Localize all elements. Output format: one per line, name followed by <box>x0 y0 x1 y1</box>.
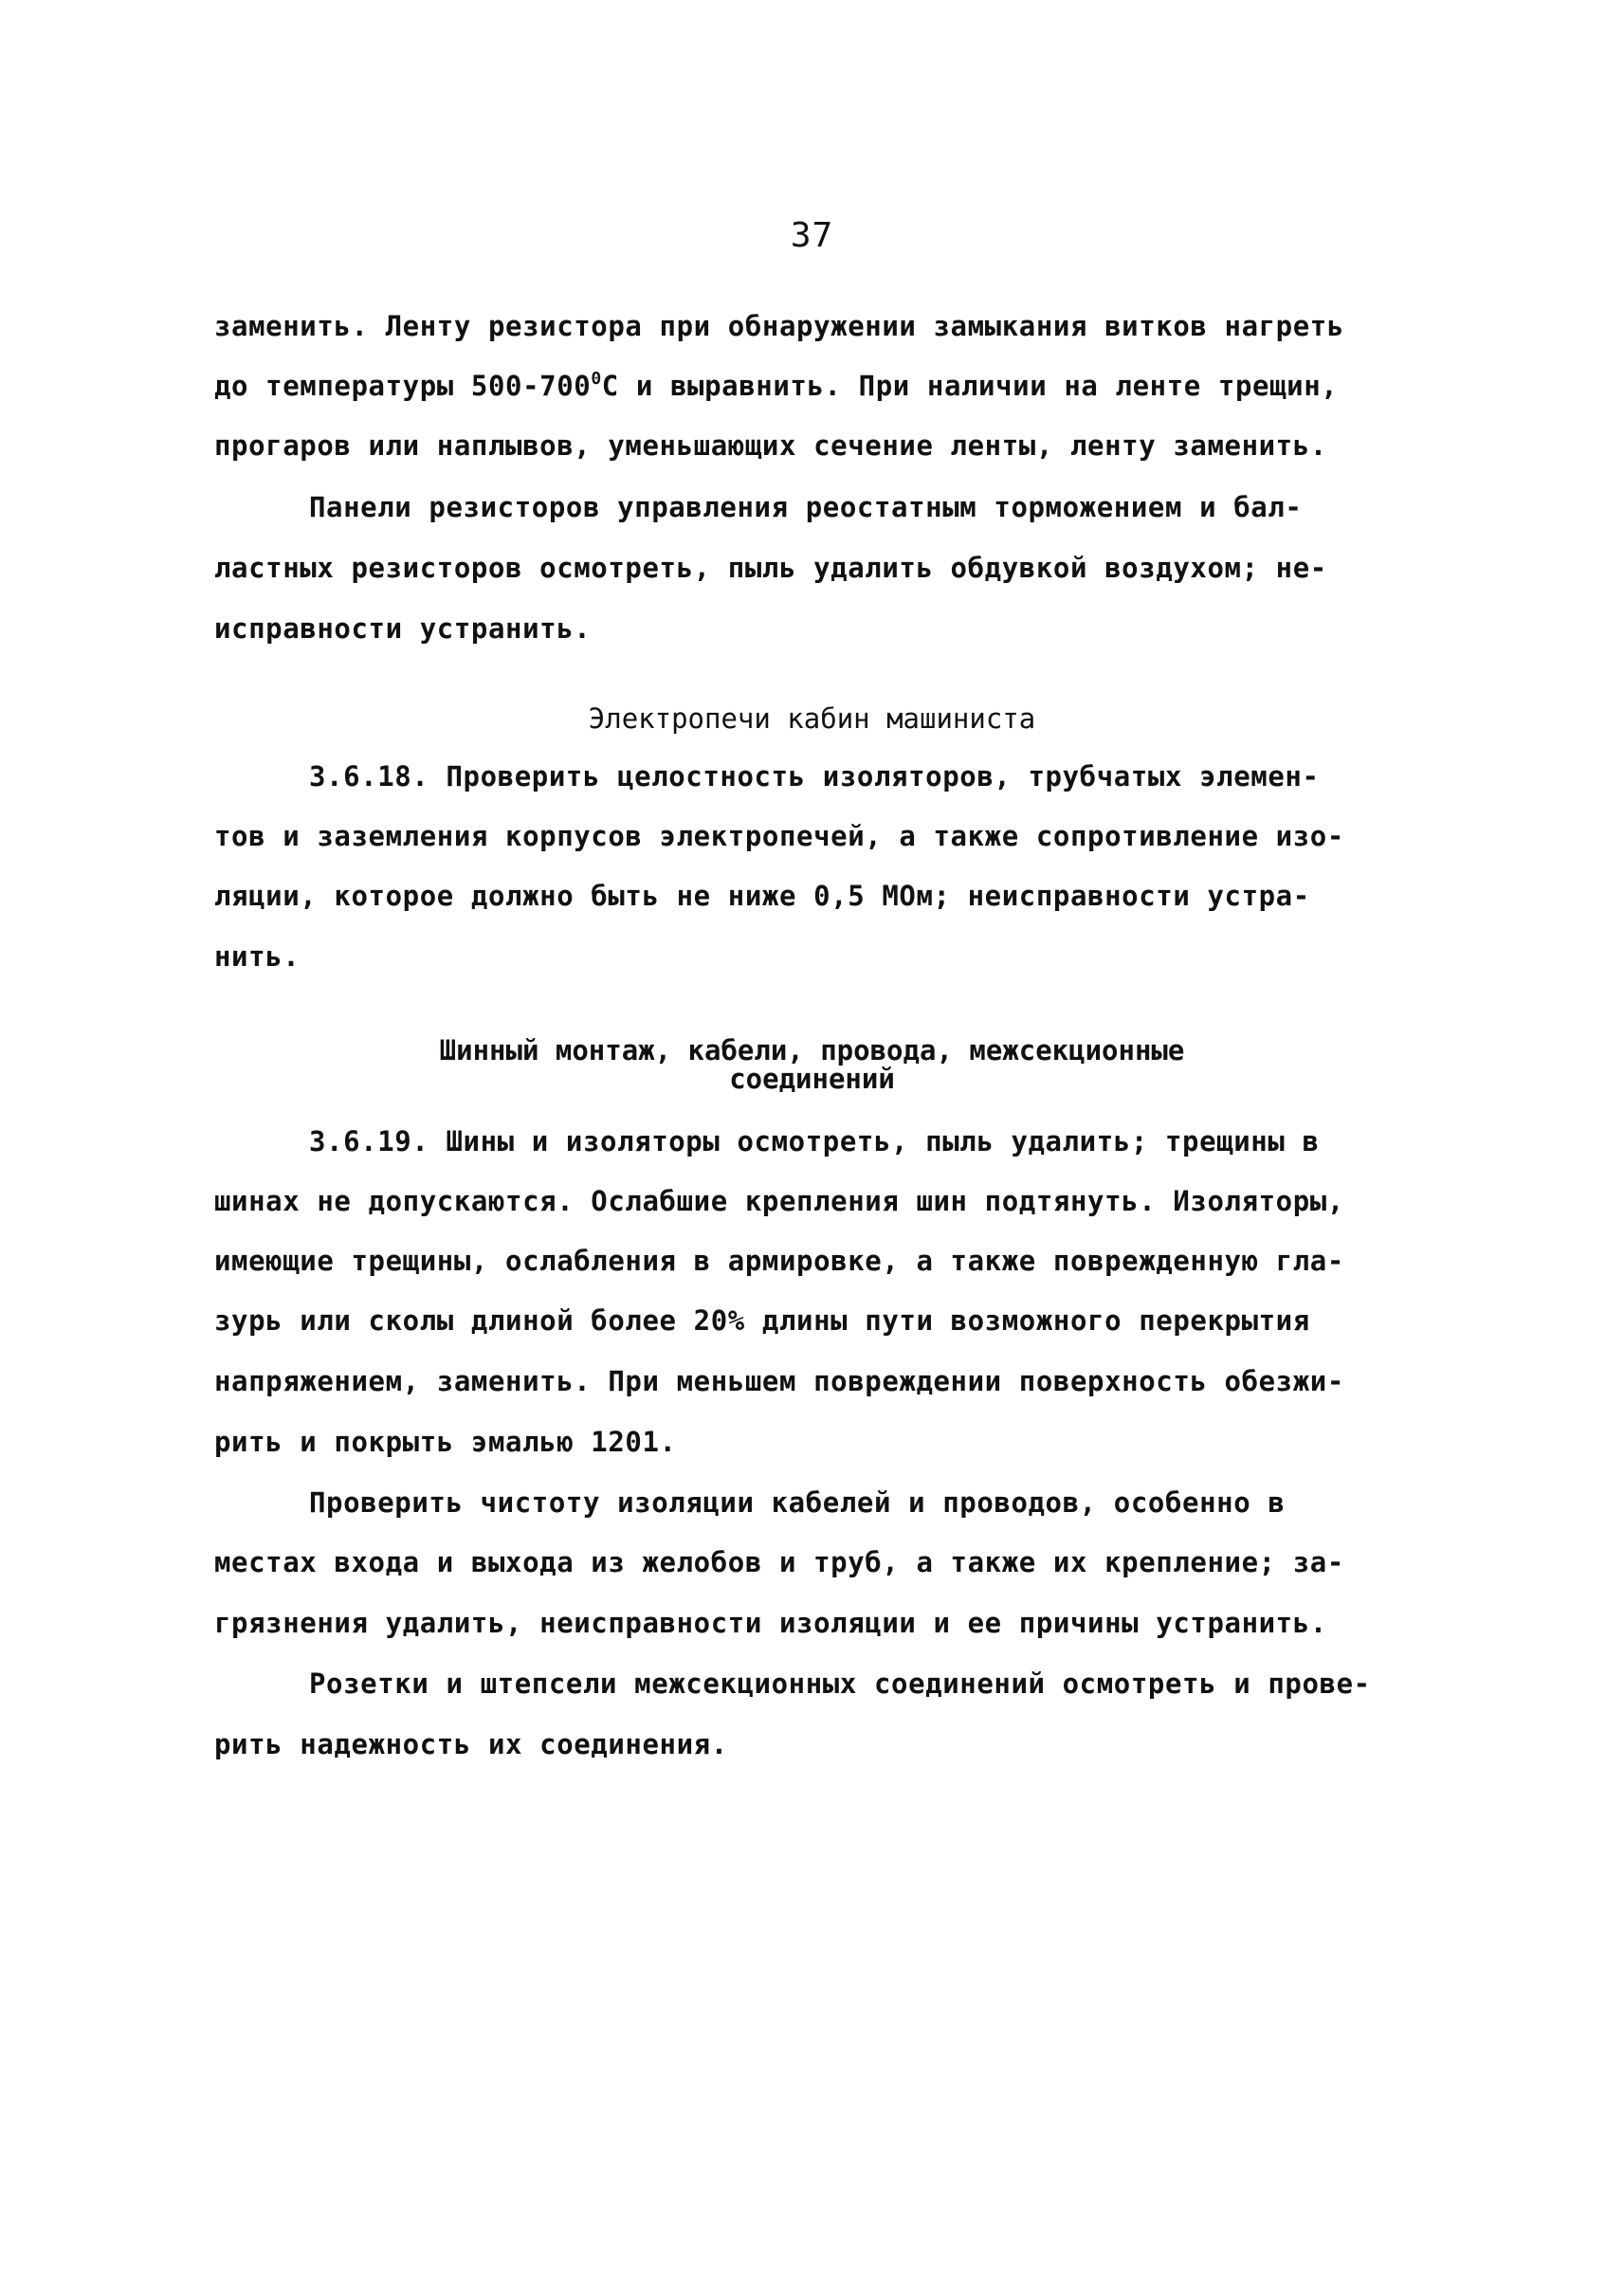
text-line: тов и заземления корпусов электропечей, а также сопротивление изо- <box>214 820 1344 852</box>
text-line: Розетки и штепсели межсекционных соединений осмотреть и прове- <box>309 1667 1371 1700</box>
text-line: ляции, которое должно быть не ниже 0,5 МОм; неисправности устра- <box>214 880 1310 912</box>
text-line: шинах не допускаются. Ослабшие крепления шин подтянуть. Изоляторы, <box>214 1185 1344 1217</box>
text-line: местах входа и выхода из желобов и труб, а также их крепление; за- <box>214 1546 1344 1578</box>
text-line <box>214 369 1339 402</box>
section-heading: Электропечи кабин машиниста <box>588 702 1036 735</box>
text-line: имеющие трещины, ослабления в армировке, а также поврежденную гла- <box>214 1245 1344 1277</box>
section-heading: Шинный монтаж, кабели, провода, межсекционные <box>439 1034 1185 1066</box>
text-line: исправности устранить. <box>214 612 592 645</box>
text-line: Проверить чистоту изоляции кабелей и проводов, особенно в <box>309 1486 1286 1519</box>
text-line: рить и покрыть эмалью 1201. <box>214 1426 677 1458</box>
text-line: прогаров или наплывов, уменьшающих сечение ленты, ленту заменить. <box>214 429 1327 462</box>
text-line: Панели резисторов управления реостатным торможением и бал- <box>309 491 1303 523</box>
text-line: ластных резисторов осмотреть, пыль удалить обдувкой воздухом; не- <box>214 552 1327 584</box>
text-line: напряжением, заменить. При меньшем повреждении поверхность обезжи- <box>214 1365 1344 1397</box>
text-line: грязнения удалить, неисправности изоляции и ее причины устранить. <box>214 1607 1327 1639</box>
text-line: 3.6.18. Проверить целостность изоляторов, трубчатых элемен- <box>309 760 1320 793</box>
text-line: заменить. Ленту резистора при обнаружении замыкания витков нагреть <box>214 310 1344 342</box>
text-line: нить. <box>214 940 301 973</box>
page-number: 37 <box>790 216 834 255</box>
text-segment: С и выравнить. При наличии на ленте трещин, <box>601 370 1339 402</box>
text-line: 3.6.19. Шины и изоляторы осмотреть, пыль удалить; трещины в <box>309 1125 1320 1157</box>
section-heading-continuation: соединений <box>729 1063 895 1095</box>
text-segment: до температуры 500-700 <box>214 370 592 402</box>
text-line: рить надежность их соединения. <box>214 1728 728 1760</box>
text-line: зурь или сколы длиной более 20% длины пути возможного перекрытия <box>214 1304 1310 1337</box>
degree-superscript: 0 <box>591 369 602 389</box>
